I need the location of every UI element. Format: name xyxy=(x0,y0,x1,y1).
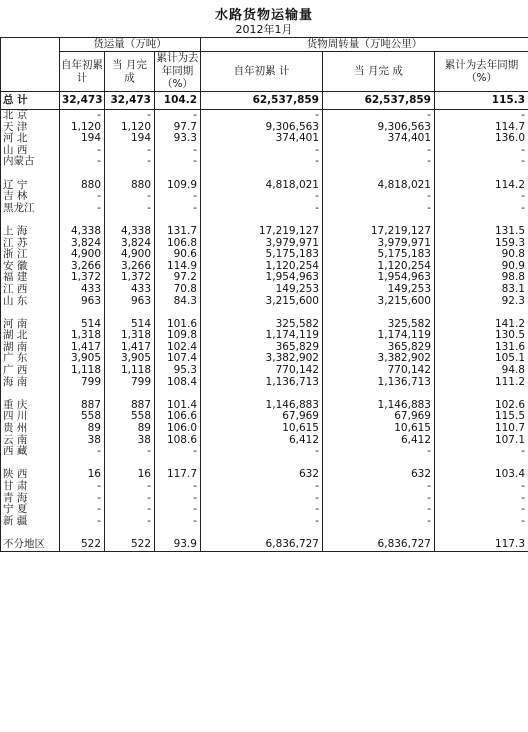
cell-value: - xyxy=(105,504,155,516)
region-name: 河 南 xyxy=(1,319,60,331)
cell-value: - xyxy=(323,110,435,122)
region-name: 新 疆 xyxy=(1,516,60,528)
table-row xyxy=(1,122,528,134)
cell-value: 433 xyxy=(105,284,155,296)
col-cargo-cumulative: 自年初累 计 xyxy=(60,52,105,92)
cell-value: - xyxy=(201,516,323,528)
region-name: 贵 州 xyxy=(1,423,60,435)
region-name: 上 海 xyxy=(1,226,60,238)
cell-value: 3,215,600 xyxy=(323,296,435,308)
cell-value: - xyxy=(201,481,323,493)
cell-value: 107.1 xyxy=(435,435,528,447)
cell-value: 108.4 xyxy=(155,377,201,389)
cell-value: - xyxy=(435,110,528,122)
cell-value: 1,372 xyxy=(105,272,155,284)
region-name: 西 藏 xyxy=(1,446,60,458)
empty-cell xyxy=(1,168,60,180)
cell-value: - xyxy=(155,504,201,516)
cell-value: 3,979,971 xyxy=(323,238,435,250)
cell-value: 16 xyxy=(105,469,155,481)
cell-value: 111.2 xyxy=(435,377,528,389)
region-name: 安 徽 xyxy=(1,261,60,273)
cell-value: - xyxy=(435,481,528,493)
cell-value: 89 xyxy=(105,423,155,435)
empty-cell xyxy=(323,307,435,319)
region-name: 辽 宁 xyxy=(1,180,60,192)
cargo-turnover-header: 货物周转量（万吨公里） xyxy=(201,38,528,52)
table-row xyxy=(1,435,528,447)
region-name: 湖 南 xyxy=(1,342,60,354)
table-row xyxy=(1,469,528,481)
cell-value: 90.9 xyxy=(435,261,528,273)
region-name: 福 建 xyxy=(1,272,60,284)
cell-value: 4,338 xyxy=(105,226,155,238)
region-name: 江 苏 xyxy=(1,238,60,250)
cell-value: 16 xyxy=(60,469,105,481)
region-header xyxy=(1,38,60,92)
table-row xyxy=(1,400,528,412)
cell-value: 1,318 xyxy=(60,330,105,342)
cell-value: - xyxy=(201,110,323,122)
cell-value: 107.4 xyxy=(155,353,201,365)
cell-value: 770,142 xyxy=(201,365,323,377)
cell-value: 102.6 xyxy=(435,400,528,412)
cell-value: 1,118 xyxy=(105,365,155,377)
cell-value: 632 xyxy=(201,469,323,481)
cell-value: 522 xyxy=(105,539,155,551)
cell-value: - xyxy=(323,493,435,505)
cell-value: 131.6 xyxy=(435,342,528,354)
table-row xyxy=(1,504,528,516)
region-name: 吉 林 xyxy=(1,191,60,203)
empty-cell xyxy=(201,307,323,319)
cell-value: 887 xyxy=(60,400,105,412)
cell-value: - xyxy=(105,481,155,493)
table-row xyxy=(1,249,528,261)
cell-value: 1,174,119 xyxy=(201,330,323,342)
cell-value: - xyxy=(323,446,435,458)
cell-value: 4,818,021 xyxy=(201,180,323,192)
cell-value: - xyxy=(155,156,201,168)
spacer-row xyxy=(1,527,528,539)
cell-value: 3,824 xyxy=(60,238,105,250)
cell-value: 92.3 xyxy=(435,296,528,308)
cell-value: - xyxy=(323,191,435,203)
table-row xyxy=(1,411,528,423)
cell-value: 374,401 xyxy=(201,133,323,145)
cell-value: 3,266 xyxy=(60,261,105,273)
cell-value: 514 xyxy=(60,319,105,331)
cell-value: 4,818,021 xyxy=(323,180,435,192)
cell-value: 194 xyxy=(105,133,155,145)
region-name: 宁 夏 xyxy=(1,504,60,516)
cell-value: 799 xyxy=(105,377,155,389)
cell-value: 110.7 xyxy=(435,423,528,435)
region-name: 天 津 xyxy=(1,122,60,134)
cell-value: 1,318 xyxy=(105,330,155,342)
cell-value: 106.6 xyxy=(155,411,201,423)
table-row xyxy=(1,493,528,505)
cell-value: - xyxy=(435,493,528,505)
region-name: 重 庆 xyxy=(1,400,60,412)
cell-value: - xyxy=(105,145,155,157)
cell-value: - xyxy=(201,191,323,203)
cell-value: - xyxy=(105,156,155,168)
cell-value: 5,175,183 xyxy=(323,249,435,261)
cell-value: - xyxy=(155,191,201,203)
table-body xyxy=(1,92,528,552)
cell-value: - xyxy=(155,446,201,458)
cell-value: 94.8 xyxy=(435,365,528,377)
cell-value: 98.8 xyxy=(435,272,528,284)
report-period: 2012年1月 xyxy=(235,23,293,36)
cell-value: 70.8 xyxy=(155,284,201,296)
region-name: 广 东 xyxy=(1,353,60,365)
cell-value: 770,142 xyxy=(323,365,435,377)
cell-value: 104.2 xyxy=(155,92,201,110)
cell-value: 131.7 xyxy=(155,226,201,238)
region-name: 黑龙江 xyxy=(1,203,60,215)
region-name: 甘 肃 xyxy=(1,481,60,493)
cell-value: 67,969 xyxy=(323,411,435,423)
col-cargo-month: 当 月完 成 xyxy=(105,52,155,92)
cell-value: 3,382,902 xyxy=(323,353,435,365)
table-row xyxy=(1,110,528,122)
cell-value: 101.4 xyxy=(155,400,201,412)
cell-value: - xyxy=(435,446,528,458)
empty-cell xyxy=(60,307,105,319)
cell-value: - xyxy=(201,504,323,516)
cell-value: 1,372 xyxy=(60,272,105,284)
empty-cell xyxy=(435,307,528,319)
cell-value: - xyxy=(155,493,201,505)
cell-value: 149,253 xyxy=(323,284,435,296)
cell-value: - xyxy=(60,504,105,516)
cell-value: 114.9 xyxy=(155,261,201,273)
table-row xyxy=(1,226,528,238)
cell-value: 67,969 xyxy=(201,411,323,423)
cell-value: 17,219,127 xyxy=(201,226,323,238)
cell-value: 1,954,963 xyxy=(201,272,323,284)
cell-value: 514 xyxy=(105,319,155,331)
table-row xyxy=(1,133,528,145)
cell-value: 374,401 xyxy=(323,133,435,145)
cell-value: 1,120 xyxy=(105,122,155,134)
cell-value: 3,266 xyxy=(105,261,155,273)
cell-value: 10,615 xyxy=(201,423,323,435)
empty-cell xyxy=(1,307,60,319)
cell-value: 90.6 xyxy=(155,249,201,261)
cell-value: - xyxy=(105,493,155,505)
region-name: 山 东 xyxy=(1,296,60,308)
cell-value: 90.8 xyxy=(435,249,528,261)
cell-value: 1,146,883 xyxy=(201,400,323,412)
cell-value: - xyxy=(155,516,201,528)
cell-value: 62,537,859 xyxy=(201,92,323,110)
table-row xyxy=(1,481,528,493)
cell-value: 1,417 xyxy=(60,342,105,354)
cell-value: 963 xyxy=(105,296,155,308)
cell-value: 4,338 xyxy=(60,226,105,238)
cell-value: 632 xyxy=(323,469,435,481)
cell-value: 101.6 xyxy=(155,319,201,331)
cell-value: 136.0 xyxy=(435,133,528,145)
cell-value: - xyxy=(323,145,435,157)
cell-value: - xyxy=(155,481,201,493)
cell-value: 108.6 xyxy=(155,435,201,447)
cell-value: - xyxy=(201,156,323,168)
cell-value: 141.2 xyxy=(435,319,528,331)
region-name: 广 西 xyxy=(1,365,60,377)
table-row xyxy=(1,191,528,203)
cell-value: 963 xyxy=(60,296,105,308)
cell-value: - xyxy=(60,191,105,203)
cell-value: 103.4 xyxy=(435,469,528,481)
cell-value: 9,306,563 xyxy=(201,122,323,134)
statistics-table xyxy=(0,37,528,552)
cell-value: 194 xyxy=(60,133,105,145)
region-name: 北 京 xyxy=(1,110,60,122)
table-row xyxy=(1,145,528,157)
cell-value: 880 xyxy=(60,180,105,192)
region-name: 云 南 xyxy=(1,435,60,447)
col-turnover-yoy: 累计为去年同期（%） xyxy=(435,52,528,92)
table-row xyxy=(1,377,528,389)
cell-value: 32,473 xyxy=(60,92,105,110)
cell-value: - xyxy=(60,516,105,528)
cell-value: - xyxy=(323,156,435,168)
cell-value: - xyxy=(201,446,323,458)
cell-value: 105.1 xyxy=(435,353,528,365)
cell-value: 38 xyxy=(105,435,155,447)
cargo-volume-header: 货运量（万吨） xyxy=(60,38,201,52)
cell-value: - xyxy=(60,110,105,122)
cell-value: 97.7 xyxy=(155,122,201,134)
cell-value: 522 xyxy=(60,539,105,551)
cell-value: 3,382,902 xyxy=(201,353,323,365)
cell-value: 3,905 xyxy=(60,353,105,365)
region-name: 四 川 xyxy=(1,411,60,423)
cell-value: 6,836,727 xyxy=(201,539,323,551)
cell-value: 9,306,563 xyxy=(323,122,435,134)
cell-value: 117.7 xyxy=(155,469,201,481)
cell-value: - xyxy=(60,493,105,505)
table-row xyxy=(1,423,528,435)
table-row xyxy=(1,180,528,192)
cell-value: 4,900 xyxy=(105,249,155,261)
table-row xyxy=(1,156,528,168)
region-name: 陕 西 xyxy=(1,469,60,481)
cell-value: 93.9 xyxy=(155,539,201,551)
spacer-row xyxy=(1,168,528,180)
cell-value: 365,829 xyxy=(323,342,435,354)
cell-value: 114.2 xyxy=(435,180,528,192)
cell-value: - xyxy=(201,493,323,505)
cell-value: 6,836,727 xyxy=(323,539,435,551)
table-row xyxy=(1,272,528,284)
table-row xyxy=(1,539,528,551)
cell-value: - xyxy=(323,516,435,528)
cell-value: - xyxy=(155,110,201,122)
region-name: 浙 江 xyxy=(1,249,60,261)
cell-value: 1,120 xyxy=(60,122,105,134)
cell-value: - xyxy=(105,203,155,215)
cell-value: 3,824 xyxy=(105,238,155,250)
region-name: 河 北 xyxy=(1,133,60,145)
cell-value: 3,979,971 xyxy=(201,238,323,250)
region-name: 湖 北 xyxy=(1,330,60,342)
spacer-row xyxy=(1,307,528,319)
cell-value: 1,120,254 xyxy=(323,261,435,273)
cell-value: - xyxy=(60,145,105,157)
cell-value: 93.3 xyxy=(155,133,201,145)
cell-value: - xyxy=(435,203,528,215)
empty-cell xyxy=(155,168,201,180)
cell-value: 1,136,713 xyxy=(323,377,435,389)
cell-value: 131.5 xyxy=(435,226,528,238)
region-name: 海 南 xyxy=(1,377,60,389)
cell-value: - xyxy=(155,203,201,215)
cell-value: 83.1 xyxy=(435,284,528,296)
cell-value: - xyxy=(60,203,105,215)
cell-value: - xyxy=(323,504,435,516)
cell-value: 84.3 xyxy=(155,296,201,308)
cell-value: - xyxy=(323,203,435,215)
empty-cell xyxy=(435,168,528,180)
table-row xyxy=(1,365,528,377)
cell-value: 109.8 xyxy=(155,330,201,342)
cell-value: 1,417 xyxy=(105,342,155,354)
empty-cell xyxy=(105,168,155,180)
cell-value: - xyxy=(155,145,201,157)
cell-value: 115.5 xyxy=(435,411,528,423)
cell-value: 6,412 xyxy=(201,435,323,447)
cell-value: 1,954,963 xyxy=(323,272,435,284)
empty-cell xyxy=(105,307,155,319)
cell-value: 433 xyxy=(60,284,105,296)
cell-value: - xyxy=(105,516,155,528)
cell-value: 114.7 xyxy=(435,122,528,134)
cell-value: 325,582 xyxy=(323,319,435,331)
cell-value: - xyxy=(60,481,105,493)
cell-value: 159.3 xyxy=(435,238,528,250)
empty-cell xyxy=(323,168,435,180)
cell-value: 880 xyxy=(105,180,155,192)
cell-value: 130.5 xyxy=(435,330,528,342)
table-row xyxy=(1,203,528,215)
region-name: 内蒙古 xyxy=(1,156,60,168)
cell-value: 102.4 xyxy=(155,342,201,354)
cell-value: 38 xyxy=(60,435,105,447)
cell-value: - xyxy=(60,446,105,458)
col-cargo-yoy: 累计为去年同期（%） xyxy=(156,52,199,90)
cell-value: 17,219,127 xyxy=(323,226,435,238)
cell-value: 97.2 xyxy=(155,272,201,284)
table-row xyxy=(1,516,528,528)
region-name: 总 计 xyxy=(1,92,60,110)
cell-value: 62,537,859 xyxy=(323,92,435,110)
cell-value: - xyxy=(435,191,528,203)
region-name: 不分地区 xyxy=(1,539,60,551)
cell-value: 3,215,600 xyxy=(201,296,323,308)
empty-cell xyxy=(60,168,105,180)
cell-value: 95.3 xyxy=(155,365,201,377)
cell-value: 887 xyxy=(105,400,155,412)
cell-value: 4,900 xyxy=(60,249,105,261)
col-turnover-cumulative: 自年初累 计 xyxy=(201,52,323,92)
cell-value: 89 xyxy=(60,423,105,435)
cell-value: 799 xyxy=(60,377,105,389)
total-row xyxy=(1,92,528,110)
cell-value: 149,253 xyxy=(201,284,323,296)
cell-value: 3,905 xyxy=(105,353,155,365)
cell-value: - xyxy=(105,446,155,458)
cell-value: 1,146,883 xyxy=(323,400,435,412)
region-name: 江 西 xyxy=(1,284,60,296)
cell-value: 1,174,119 xyxy=(323,330,435,342)
cell-value: - xyxy=(201,203,323,215)
cell-value: - xyxy=(105,191,155,203)
table-row xyxy=(1,296,528,308)
cell-value: 10,615 xyxy=(323,423,435,435)
report-title: 水路货物运输量 xyxy=(214,8,313,23)
cell-value: 6,412 xyxy=(323,435,435,447)
empty-cell xyxy=(155,307,201,319)
cell-value: - xyxy=(105,110,155,122)
cell-value: - xyxy=(323,481,435,493)
cell-value: 1,120,254 xyxy=(201,261,323,273)
empty-cell xyxy=(201,168,323,180)
cell-value: 558 xyxy=(105,411,155,423)
cell-value: 5,175,183 xyxy=(201,249,323,261)
cell-value: 115.3 xyxy=(435,92,528,110)
cell-value: 32,473 xyxy=(105,92,155,110)
cell-value: - xyxy=(435,156,528,168)
cell-value: 1,136,713 xyxy=(201,377,323,389)
cell-value: - xyxy=(60,156,105,168)
cell-value: - xyxy=(435,516,528,528)
cell-value: 106.8 xyxy=(155,238,201,250)
cell-value: - xyxy=(435,504,528,516)
table-row xyxy=(1,284,528,296)
cell-value: 325,582 xyxy=(201,319,323,331)
region-name: 青 海 xyxy=(1,493,60,505)
cell-value: - xyxy=(435,145,528,157)
cell-value: - xyxy=(201,145,323,157)
cell-value: 365,829 xyxy=(201,342,323,354)
cell-value: 558 xyxy=(60,411,105,423)
cell-value: 109.9 xyxy=(155,180,201,192)
cell-value: 106.0 xyxy=(155,423,201,435)
region-name: 山 西 xyxy=(1,145,60,157)
col-turnover-month: 当 月完 成 xyxy=(323,52,435,92)
spacer-row xyxy=(1,388,528,400)
table-row xyxy=(1,446,528,458)
cell-value: 117.3 xyxy=(435,539,528,551)
cell-value: 1,118 xyxy=(60,365,105,377)
spacer-row xyxy=(1,458,528,470)
